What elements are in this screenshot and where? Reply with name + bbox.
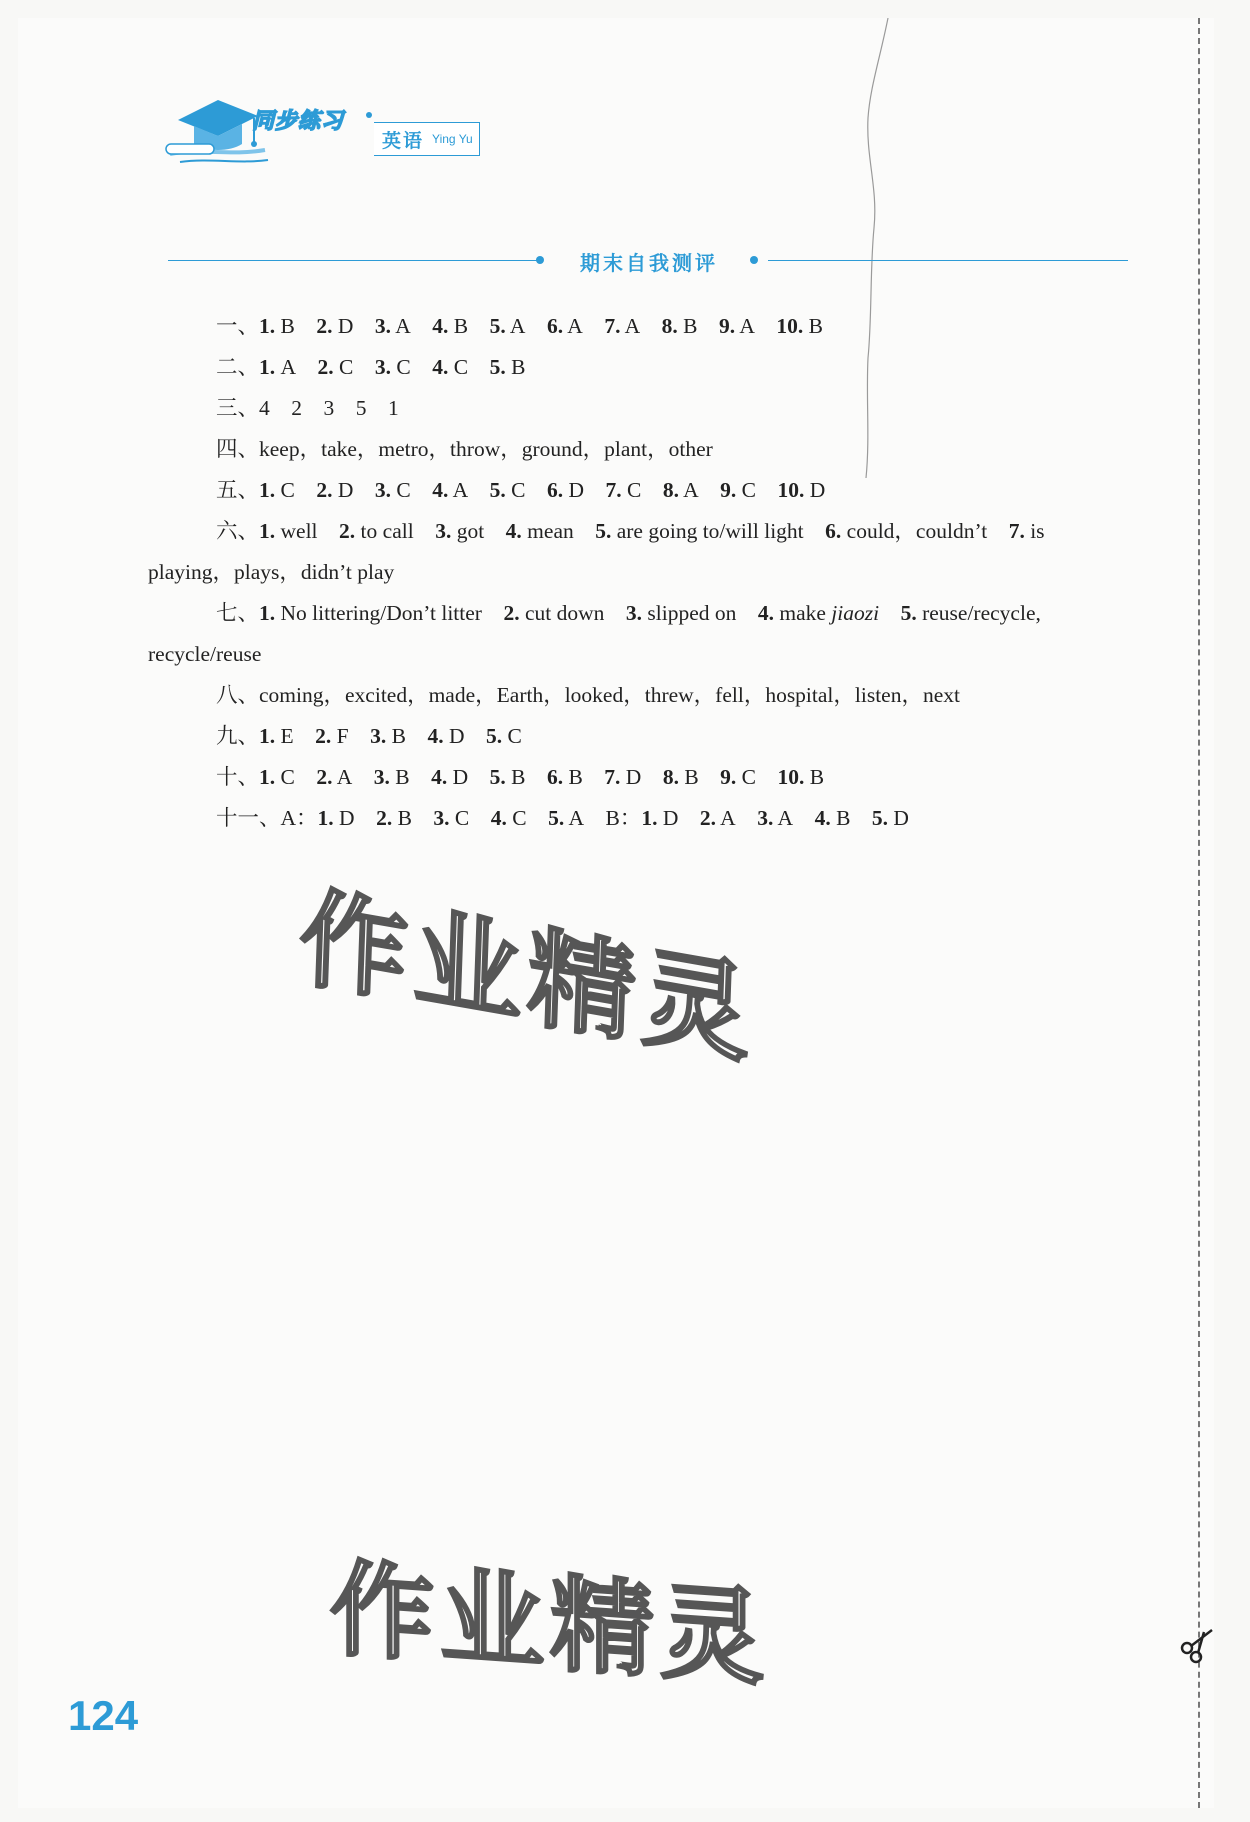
answer-number: 1. bbox=[259, 478, 276, 502]
answer-value: C bbox=[280, 765, 295, 789]
heading-rule-right bbox=[768, 260, 1128, 261]
answer-value: C bbox=[396, 355, 411, 379]
answer-value: C bbox=[626, 478, 642, 502]
answer-value: C bbox=[512, 806, 527, 830]
answer-value: D bbox=[337, 314, 354, 338]
answer-value: B bbox=[511, 355, 526, 379]
answer-line bbox=[172, 593, 1134, 634]
answer-number: 6. bbox=[825, 519, 842, 543]
answer-number: 4. bbox=[505, 519, 522, 543]
answer-value: C bbox=[280, 478, 295, 502]
answer-number: 10. bbox=[777, 765, 805, 789]
answer-number: 2. bbox=[339, 519, 356, 543]
answer-value: B bbox=[511, 765, 526, 789]
answer-number: 10. bbox=[777, 478, 805, 502]
answer-value: C bbox=[453, 355, 469, 379]
answer-number: 2. bbox=[315, 724, 332, 748]
answer-value: is bbox=[1030, 519, 1045, 543]
answer-line bbox=[172, 675, 1134, 716]
answer-value: D bbox=[337, 478, 354, 502]
question-label: 八、 bbox=[216, 683, 260, 707]
answer-number: 2. bbox=[699, 806, 716, 830]
answer-value: B bbox=[397, 806, 412, 830]
answer-number: 1. bbox=[641, 806, 658, 830]
answer-value: A bbox=[509, 314, 526, 338]
answer-value: A bbox=[567, 314, 583, 338]
answer-value: cut down bbox=[524, 601, 605, 625]
answer-text: coming，excited，made，Earth，looked，threw，fell，hospital，listen，next bbox=[259, 683, 960, 707]
answer-value: D bbox=[809, 478, 826, 502]
answer-line bbox=[172, 347, 1134, 388]
answer-number: 4. bbox=[432, 355, 449, 379]
answer-value: A bbox=[777, 806, 794, 830]
answer-line bbox=[172, 757, 1134, 798]
answer-value: B bbox=[836, 806, 851, 830]
answer-line bbox=[172, 306, 1134, 347]
answer-value: got bbox=[456, 519, 485, 543]
answer-number: 1. bbox=[317, 806, 334, 830]
answer-number: 3. bbox=[433, 806, 450, 830]
answer-number: 5. bbox=[595, 519, 612, 543]
answer-number: 3. bbox=[374, 314, 392, 338]
heading-rule-left bbox=[168, 260, 538, 261]
answer-number: 2. bbox=[376, 806, 393, 830]
answer-value: B bbox=[568, 765, 583, 789]
answer-number: 2. bbox=[316, 314, 333, 338]
answer-number: 2. bbox=[316, 478, 333, 502]
answer-number: 3. bbox=[373, 765, 390, 789]
answer-value: E bbox=[280, 724, 294, 748]
answer-number: 3. bbox=[625, 601, 642, 625]
answer-number: 6. bbox=[546, 478, 564, 502]
answer-value: C bbox=[339, 355, 354, 379]
answer-text: 4 2 3 5 1 bbox=[259, 396, 399, 420]
answer-number: 9. bbox=[719, 314, 736, 338]
answer-value: B bbox=[683, 314, 698, 338]
watermark: 作业精灵 bbox=[330, 1547, 771, 1701]
cut-line bbox=[1198, 18, 1200, 1808]
part-label: B： bbox=[605, 806, 642, 830]
brand-dot bbox=[366, 112, 372, 118]
answer-value: to call bbox=[360, 519, 414, 543]
answer-value: A bbox=[624, 314, 641, 338]
answer-line bbox=[172, 429, 1134, 470]
answer-value: A bbox=[336, 765, 353, 789]
subject-tag bbox=[374, 122, 480, 156]
answer-value: slipped on bbox=[647, 601, 737, 625]
answer-key bbox=[148, 306, 1134, 839]
answer-line bbox=[172, 798, 1134, 839]
answer-value: C bbox=[741, 478, 757, 502]
answer-value: could，couldn’t bbox=[846, 519, 988, 543]
answer-number: 1. bbox=[259, 601, 276, 625]
answer-value: D bbox=[452, 765, 469, 789]
heading-dot-right bbox=[750, 256, 758, 264]
answer-italic: jiaozi bbox=[831, 601, 880, 625]
answer-number: 4. bbox=[814, 806, 831, 830]
section-title: 期末自我测评 bbox=[580, 251, 718, 275]
subject-name: 英语 bbox=[382, 129, 425, 152]
answer-value: A bbox=[452, 478, 469, 502]
answer-number: 8. bbox=[661, 314, 678, 338]
answer-number: 1. bbox=[259, 314, 276, 338]
answer-number: 5. bbox=[489, 314, 506, 338]
answer-number: 4. bbox=[490, 806, 507, 830]
answer-number: 3. bbox=[374, 355, 392, 379]
answer-value: D bbox=[568, 478, 584, 502]
answer-value: A bbox=[683, 478, 699, 502]
answer-number: 8. bbox=[662, 765, 679, 789]
answer-number: 5. bbox=[871, 806, 889, 830]
answer-number: 10. bbox=[776, 314, 804, 338]
answer-number: 4. bbox=[757, 601, 774, 625]
answer-value: A bbox=[739, 314, 755, 338]
answer-value: D bbox=[448, 724, 465, 748]
section-heading bbox=[168, 247, 1128, 277]
answer-number: 5. bbox=[489, 355, 506, 379]
watermark: 作业精灵 bbox=[297, 875, 758, 1080]
answer-value: are going to/will light bbox=[616, 519, 804, 543]
answer-number: 7. bbox=[605, 478, 622, 502]
answer-value: D bbox=[625, 765, 642, 789]
question-label: 一、 bbox=[216, 314, 260, 338]
answer-number: 7. bbox=[604, 314, 621, 338]
answer-value: B bbox=[395, 765, 410, 789]
answer-number: 4. bbox=[427, 724, 444, 748]
answer-number: 3. bbox=[757, 806, 774, 830]
question-label: 十一、 bbox=[216, 806, 281, 830]
answer-number: 6. bbox=[546, 314, 564, 338]
answer-continuation: recycle/reuse bbox=[148, 642, 262, 666]
answer-value: A bbox=[568, 806, 584, 830]
answer-value: mean bbox=[527, 519, 574, 543]
answer-number: 4. bbox=[431, 765, 448, 789]
answer-number: 5. bbox=[489, 478, 506, 502]
subject-pinyin: Ying Yu bbox=[432, 132, 473, 146]
answer-number: 5. bbox=[548, 806, 565, 830]
answer-line bbox=[172, 470, 1134, 511]
answer-value: C bbox=[396, 478, 411, 502]
answer-number: 8. bbox=[662, 478, 679, 502]
page-number: 124 bbox=[68, 1692, 139, 1739]
answer-line bbox=[172, 388, 1134, 429]
question-label: 七、 bbox=[216, 601, 260, 625]
answer-value: B bbox=[453, 314, 469, 338]
question-label: 五、 bbox=[216, 478, 260, 502]
answer-value: B bbox=[280, 314, 295, 338]
answer-number: 4. bbox=[432, 478, 449, 502]
answer-value: C bbox=[511, 478, 526, 502]
answer-number: 7. bbox=[1008, 519, 1025, 543]
question-label: 十、 bbox=[216, 765, 260, 789]
answer-line bbox=[172, 716, 1134, 757]
answer-number: 9. bbox=[720, 478, 737, 502]
answer-number: 2. bbox=[316, 765, 333, 789]
series-brand bbox=[160, 92, 500, 172]
answer-line bbox=[172, 511, 1134, 552]
question-label: 三、 bbox=[216, 396, 260, 420]
answer-continuation: playing，plays，didn’t play bbox=[148, 560, 395, 584]
answer-number: 1. bbox=[259, 355, 276, 379]
answer-value: F bbox=[336, 724, 349, 748]
answer-number: 9. bbox=[720, 765, 737, 789]
answer-number: 2. bbox=[317, 355, 334, 379]
answer-number: 2. bbox=[503, 601, 520, 625]
answer-number: 7. bbox=[604, 765, 621, 789]
question-label: 二、 bbox=[216, 355, 260, 379]
answer-value: D bbox=[339, 806, 355, 830]
answer-number: 1. bbox=[259, 519, 276, 543]
scissors-icon bbox=[1178, 1626, 1218, 1666]
answer-number: 6. bbox=[546, 765, 564, 789]
answer-value: D bbox=[893, 806, 909, 830]
answer-text: keep，take，metro，throw，ground，plant，other bbox=[259, 437, 713, 461]
series-title: 同步练习 bbox=[252, 109, 345, 134]
question-label: 九、 bbox=[216, 724, 260, 748]
answer-value: A bbox=[720, 806, 736, 830]
answer-number: 4. bbox=[432, 314, 449, 338]
answer-number: 5. bbox=[486, 724, 503, 748]
answer-number: 5. bbox=[489, 765, 506, 789]
part-label: A： bbox=[280, 806, 318, 830]
heading-dot-left bbox=[536, 256, 544, 264]
answer-value: B bbox=[809, 765, 825, 789]
answer-value: C bbox=[741, 765, 756, 789]
answer-value: No littering/Don’t litter bbox=[280, 601, 482, 625]
answer-value: B bbox=[808, 314, 823, 338]
question-label: 六、 bbox=[216, 519, 260, 543]
answer-value: B bbox=[684, 765, 699, 789]
answer-value: reuse/recycle, bbox=[922, 601, 1041, 625]
answer-number: 1. bbox=[259, 765, 276, 789]
answer-value: C bbox=[507, 724, 522, 748]
answer-value: make jiaozi bbox=[779, 601, 880, 625]
answer-value: well bbox=[280, 519, 318, 543]
answer-value: C bbox=[454, 806, 470, 830]
answer-value: A bbox=[280, 355, 297, 379]
answer-number: 3. bbox=[370, 724, 387, 748]
question-label: 四、 bbox=[216, 437, 260, 461]
answer-number: 3. bbox=[374, 478, 392, 502]
answer-number: 1. bbox=[259, 724, 276, 748]
answer-value: B bbox=[391, 724, 406, 748]
answer-number: 3. bbox=[435, 519, 452, 543]
answer-value: D bbox=[662, 806, 679, 830]
answer-value: A bbox=[395, 314, 411, 338]
answer-number: 5. bbox=[900, 601, 917, 625]
